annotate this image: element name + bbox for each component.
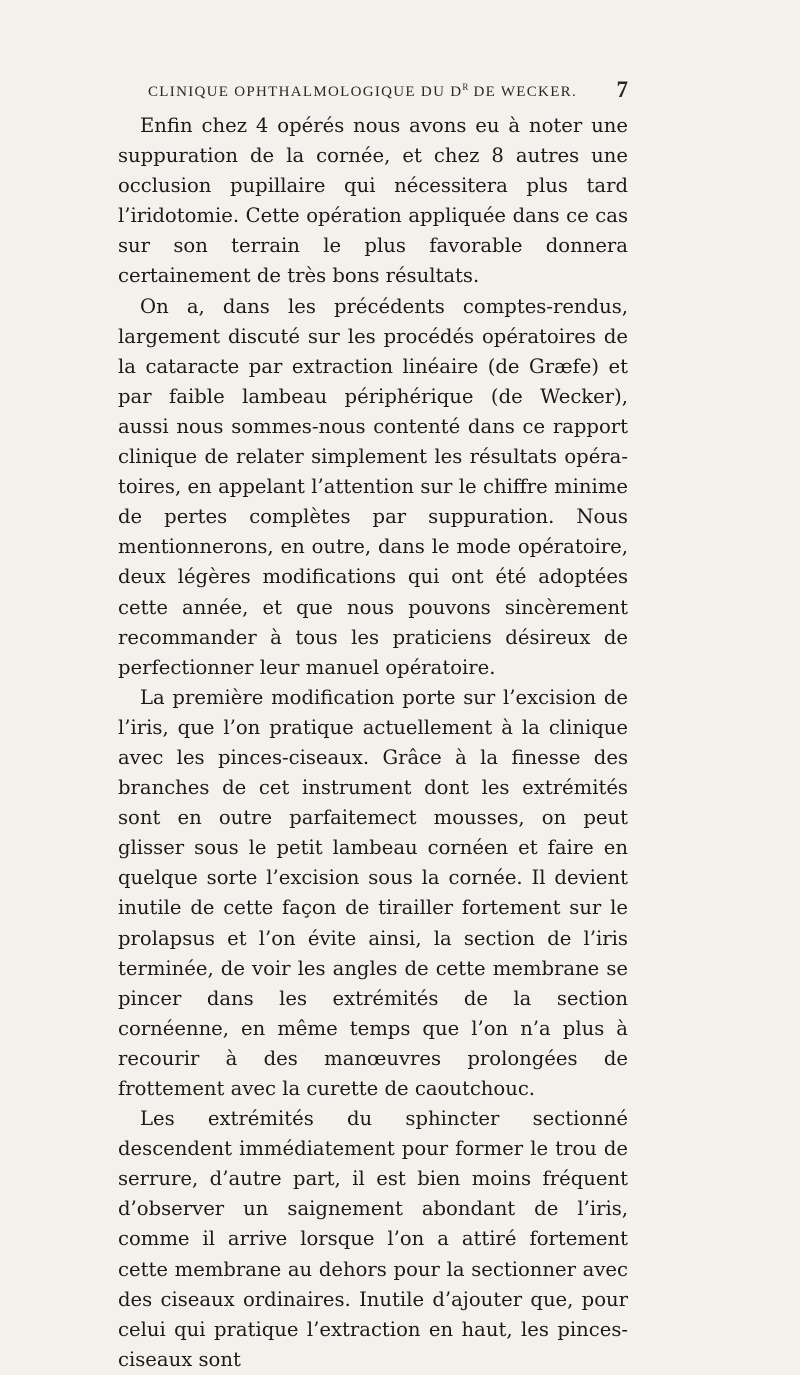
paragraph: Les extrémités du sphincter sectionné descendent immédiatement pour former le trou de serrure, d’autre part, il est bien moins fréquent d’observer un saignement abondant de l’iris, comme il arrive lorsque l’on a attiré fortement cette membrane au dehors pour la sectionner avec des ciseaux ordinaires. Inutile d’ajouter que, pour celui qui pratique l’extraction en haut, les pinces-ciseaux sont (118, 1107, 628, 1371)
paragraph: Enfin chez 4 opérés nous avons eu à noter une suppuration de la cornée, et chez 8 autres une occlusion pupillaire qui nécessitera plus tard l’iridotomie. Cette opération appliquée dans ce cas sur son terrain le plus favorable donnera certainement de très bons résultats. (118, 114, 628, 288)
running-head (120, 78, 628, 104)
running-title-superscript: R (462, 82, 469, 92)
running-title-main: CLINIQUE OPHTHALMOLOGIQUE DU D (148, 84, 463, 100)
paragraph: On a, dans les précédents comptes-rendus, largement discuté sur les procédés opératoires de la cataracte par extraction linéaire (de Græfe) et par faible lambeau périphérique (de Wecker), aussi nous sommes-nous contenté dans ce rapport clinique de relater simplement les résultats opératoires, en appelant l’attention sur le chiffre minime de pertes complètes par suppuration. Nous mentionnerons, en outre, dans le mode opératoire, deux légères modifications qui ont été adoptées cette année, et que nous pouvons sincèrement recommander à tous les praticiens désireux de perfectionner leur manuel opératoire. (118, 294, 628, 679)
running-title (148, 82, 577, 101)
page-number: 7 (616, 77, 628, 102)
running-title-end: DE WECKER. (468, 84, 578, 100)
body-text (118, 111, 628, 1375)
paragraph: La première modification porte sur l’excision de l’iris, que l’on pratique actuellement à la clinique avec les pinces-ciseaux. Grâce à la finesse des branches de cet instrument dont les extrémités sont en outre parfaitemect mousses, on peut glisser sous le petit lambeau cornéen et faire en quelque sorte l’excision sous la cornée. Il devient inutile de cette façon de tirailler fortement sur le prolapsus et l’on évite ainsi, la section de l’iris terminée, de voir les angles de cette membrane se pincer dans les extrémités de la section cornéenne, en même temps que l’on n’a plus à recourir à des manœuvres prolongées de frottement avec la curette de caoutchouc. (118, 685, 628, 1100)
